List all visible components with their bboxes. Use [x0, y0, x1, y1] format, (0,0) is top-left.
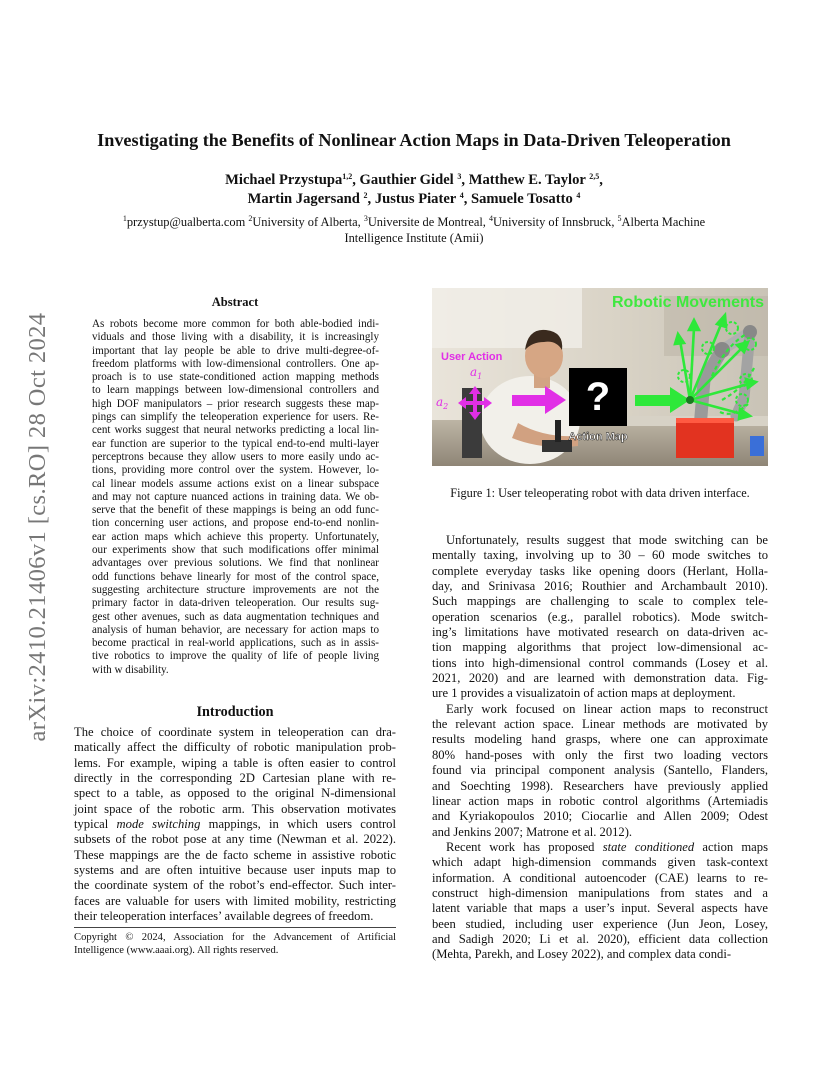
figure-1-caption: Figure 1: User teleoperating robot with data driven interface. — [450, 486, 750, 500]
abstract-line: serve that the benefit of these mappings is being an odd func- — [92, 504, 379, 517]
text-run: and Jenkins 2007; Matrone et al. 2012). — [432, 824, 633, 839]
paragraph-line — [432, 579, 768, 594]
introduction-line — [74, 756, 396, 771]
author-line-1 — [80, 171, 748, 190]
paragraph-line — [432, 594, 768, 609]
introduction-body — [74, 725, 396, 924]
paragraph-line — [432, 825, 768, 840]
text-run: the relevant action space. Linear methods are motivated by — [432, 717, 768, 732]
text-run: subsets of the robot pose at any time (Newman et al. 2022). — [74, 832, 396, 847]
text-run: 80% hand-poses with only the first two loading vectors — [432, 747, 768, 762]
author-line-2 — [80, 190, 748, 209]
introduction-line — [74, 909, 396, 924]
text-run: tion mapping algorithms that project low-dimensional ac- — [432, 640, 768, 655]
red-basket — [676, 418, 734, 458]
paragraph — [432, 840, 768, 963]
paragraph-line — [432, 871, 768, 886]
author-name: , — [599, 172, 603, 188]
abstract-line: odd functions behave linearly for most of the control space, — [92, 570, 379, 583]
paragraph-line — [432, 779, 768, 794]
text-run: action maps — [694, 839, 768, 854]
abstract-line: pings can simplify the teleoperation experience for users. Re- — [92, 411, 379, 424]
text-run: 2021, 2020) and are learned with demonstration data. Fig- — [432, 671, 768, 686]
text-run: spect to a table, as opposed to the original N-dimensional — [74, 786, 396, 801]
introduction-line — [74, 894, 396, 909]
introduction-line — [74, 878, 396, 893]
affiliations — [90, 215, 738, 246]
abstract-line: As robots become more common for both able-bodied indi- — [92, 318, 379, 330]
paragraph-line — [432, 947, 768, 962]
text-run: linear action maps in robotic control algorithms (Artemiadis — [432, 793, 768, 808]
user-action-label: User Action — [441, 351, 503, 363]
introduction-line — [74, 817, 396, 832]
abstract-line: advantages over previous solutions. We find that nonlinear — [92, 557, 379, 570]
abstract-heading: Abstract — [211, 295, 259, 309]
abstract-line: cal linear models assume actions exist on a linear subspace — [92, 477, 379, 490]
text-run: and Soechting 1998). Researchers have previously applied — [432, 778, 768, 793]
robotic-movements-label: Robotic Movements — [611, 294, 764, 311]
introduction-line — [74, 740, 396, 755]
abstract-line: tions, providing more control over the system. However, lo- — [92, 464, 379, 477]
paragraph-line — [432, 686, 768, 701]
robot-joint — [743, 325, 757, 339]
affiliation-line-1 — [90, 215, 738, 231]
text-run: ure 1 provides a visualizatoin of action maps at deployment. — [432, 686, 736, 701]
paragraph-line — [432, 717, 768, 732]
text-run: (Mehta, Parekh, and Losey 2022), and complex data condi- — [432, 947, 732, 962]
action-map-label: Action Map — [568, 431, 628, 443]
author-list — [80, 171, 748, 209]
author-name: , Justus Piater — [367, 191, 460, 207]
text-run: matically affect the difficulty of robotic manipulation prob- — [74, 740, 396, 755]
paper-title: Investigating the Benefits of Nonlinear Action Maps in Data-Driven Teleoperation — [97, 130, 731, 150]
action-map-box — [569, 368, 627, 426]
paragraph-line — [432, 656, 768, 671]
abstract-line: freedom platforms with low-dimensional controllers. One ap- — [92, 357, 379, 370]
abstract-line: to learn mappings between low-dimensional controllers and — [92, 384, 379, 397]
emphasized-term: mode switching — [116, 817, 201, 832]
abstract-line: cent works suggest that neural networks predicting a local lin- — [92, 424, 379, 437]
author-affiliation-mark: 4 — [459, 191, 464, 200]
text-run: Early work focused on linear action maps to reconstruct — [446, 701, 768, 716]
text-run: complete everyday tasks like opening doors (Herlant, Holla- — [432, 563, 768, 578]
paragraph-line — [432, 671, 768, 686]
paragraph-line — [432, 794, 768, 809]
text-run: These mappings are the de facto scheme in assistive robotic — [74, 847, 396, 862]
paragraph-line — [432, 763, 768, 778]
copyright-line: Copyright © 2024, Association for the Advancement of Artificial — [74, 932, 396, 943]
abstract-line: gest other avenues, such as data augmentation techniques and — [92, 610, 379, 623]
introduction-line — [74, 786, 396, 801]
text-run: typical — [74, 817, 117, 832]
text-run: day, and Srinivasa 2016; Routhier and Archambault 2010). — [432, 579, 768, 594]
paragraph-line — [432, 625, 768, 640]
abstract-line: proach is to use state-conditioned action mapping methods — [92, 371, 379, 384]
figure-1 — [432, 288, 768, 466]
paragraph-line — [432, 901, 768, 916]
affiliation-line-2: Intelligence Institute (Amii) — [344, 230, 484, 245]
paragraph-line — [432, 548, 768, 563]
text-run: and Sadigh 2020; Li et al. 2020), efficient data collection — [432, 931, 768, 946]
text-run: joint space of the robotic arm. This observation motivates — [74, 801, 396, 816]
text-run: ing’s limitations have motivated research on data-driven ac- — [432, 625, 768, 640]
author-name: , Samuele Tosatto — [463, 191, 577, 207]
text-run: results modeling hand grasps, where one can approximate — [432, 732, 768, 747]
introduction-line — [74, 725, 396, 740]
copyright-line: Intelligence (www.aaai.org). All rights reserved. — [74, 945, 279, 956]
author-affiliation-mark: 2 — [363, 191, 368, 200]
paragraph-line — [432, 732, 768, 747]
paragraph-line — [432, 702, 768, 717]
emphasized-term: state conditioned — [602, 839, 695, 854]
abstract-line: our experiments show that such modifications offer minimal — [92, 544, 379, 557]
introduction-line — [74, 771, 396, 786]
affiliation-mark: 3 — [363, 214, 368, 223]
paragraph-line — [432, 809, 768, 824]
introduction-heading: Introduction — [196, 704, 274, 720]
paragraph-line — [432, 932, 768, 947]
joystick-stick — [555, 420, 561, 442]
introduction-line — [74, 832, 396, 847]
abstract-body — [92, 318, 379, 677]
paragraph-line — [432, 640, 768, 655]
author-name: Martin Jagersand — [247, 191, 364, 207]
abstract-line: important that lay people be able to drive multi-degree-of- — [92, 344, 379, 357]
author-affiliation-mark: 3 — [457, 172, 462, 181]
text-run: mentally taxing, involving up to 30 – 60 mode switches to — [432, 548, 768, 563]
figure-1-illustration — [432, 288, 768, 466]
abstract-line: tion concerning user actions, and propose end-to-end nonlin- — [92, 517, 379, 530]
abstract-line: and may not capture nuanced actions in training data. We ob- — [92, 490, 379, 503]
abstract-line: become practical in real-world applications, such as in assis- — [92, 637, 379, 650]
affiliation-text: przystup@ualberta.com — [126, 215, 249, 229]
introduction-line — [74, 848, 396, 863]
text-run: which adapt high-dimension commands given task-context — [432, 855, 768, 870]
a1-label: $a_1$ — [470, 365, 483, 381]
paragraph — [432, 533, 768, 702]
text-run: and Kyriakopoulos 2010; Ciocarlie and Allen 2009; Odest — [432, 809, 768, 824]
blue-object — [750, 436, 764, 456]
copyright-notice — [74, 931, 396, 957]
paragraph-line — [432, 610, 768, 625]
text-run: directly in the corresponding 2D Cartesian plane with re- — [74, 771, 396, 786]
paragraph-line — [432, 855, 768, 870]
abstract-line: perceptrons because they allow users to more easily undo ac- — [92, 450, 379, 463]
text-run: operation scenarios (e.g., parallel robotics). Mode switch- — [432, 609, 768, 624]
author-name: , Matthew E. Taylor — [461, 172, 590, 188]
abstract-line: suggesting architecture structure improvements are not the — [92, 583, 379, 596]
introduction-line — [74, 863, 396, 878]
arxiv-identifier-text: arXiv:2410.21406v1 [cs.RO] 28 Oct 2024 — [24, 312, 51, 742]
text-run: mappings, in which users control — [200, 817, 396, 832]
paragraph-line — [432, 886, 768, 901]
text-run: found via principal component analysis (Santello, Flanders, — [432, 763, 768, 778]
author-affiliation-mark: 4 — [576, 191, 581, 200]
affiliation-text: University of Innsbruck, — [492, 215, 618, 229]
text-run: tions into high-dimensional control commands (Losey et al. — [432, 655, 768, 670]
paragraph — [432, 702, 768, 840]
text-run: faces are valuable for users with limited mobility, restricting — [74, 893, 396, 908]
right-column-body — [432, 533, 768, 963]
text-run: construct high-dimension manipulations from states and a — [432, 885, 768, 900]
question-mark: ? — [585, 375, 611, 419]
arxiv-identifier — [22, 292, 54, 762]
affiliation-mark: 5 — [617, 214, 622, 223]
affiliation-text: Universite de Montreal, — [367, 215, 489, 229]
a2-label: $a_2$ — [436, 395, 449, 411]
text-run: The choice of coordinate system in teleoperation can dra- — [74, 725, 396, 739]
abstract-line: ear action maps which achieve this property. Unfortunately, — [92, 530, 379, 543]
author-affiliation-mark: 1,2 — [342, 172, 353, 181]
red-basket-rim — [676, 418, 734, 423]
affiliation-text: University of Alberta, — [252, 215, 364, 229]
text-run: the coordinate system of the robot’s end-effector. Such inter- — [74, 878, 396, 893]
affiliation-mark: 4 — [488, 214, 493, 223]
affiliation-text: Alberta Machine — [621, 215, 706, 229]
paragraph-line — [432, 748, 768, 763]
author-name: , Gauthier Gidel — [352, 172, 458, 188]
affiliation-mark: 2 — [248, 214, 253, 223]
text-run: their teleoperation interfaces’ available degrees of freedom. — [74, 909, 374, 924]
abstract-line: analysis of human behavior, are necessary for action maps to — [92, 623, 379, 636]
text-run: lems. For example, wiping a table is often easier to control — [74, 755, 396, 770]
paragraph-line — [432, 840, 768, 855]
author-name: Michael Przystupa — [225, 172, 343, 188]
paragraph-line — [432, 564, 768, 579]
text-run: Unfortunately, results suggest that mode switching can be — [446, 533, 768, 547]
abstract-line: ear function are superior to the typical end-to-end multi-layer — [92, 437, 379, 450]
abstract-line: high DOF manipulators – prior research suggests these map- — [92, 397, 379, 410]
text-run: Recent work has proposed — [446, 839, 603, 854]
author-affiliation-mark: 2,5 — [589, 172, 600, 181]
paragraph-line — [432, 533, 768, 548]
abstract-line: primary factor in data-driven teleoperation. Our results sug- — [92, 597, 379, 610]
text-run: information. A conditional autoencoder (CAE) learns to re- — [432, 870, 768, 885]
text-run: latent variable that maps a user’s input. Several aspects have — [432, 901, 768, 916]
paragraph-line — [432, 917, 768, 932]
text-run: systems and are often intuitive because user inputs map to — [74, 863, 396, 878]
footnote-rule — [74, 927, 396, 928]
abstract-line: with w disability. — [92, 663, 169, 676]
text-run: been studied, including user experience (Jun Jeon, Losey, — [432, 916, 768, 931]
text-run: Such mappings are challenging to scale to complex tele- — [432, 594, 768, 609]
abstract-line: viduals and those living with a disability, it is increasingly — [92, 331, 379, 344]
introduction-line — [74, 802, 396, 817]
abstract-line: tive robotics to improve the quality of life of people living — [92, 650, 379, 663]
affiliation-mark: 1 — [122, 214, 127, 223]
